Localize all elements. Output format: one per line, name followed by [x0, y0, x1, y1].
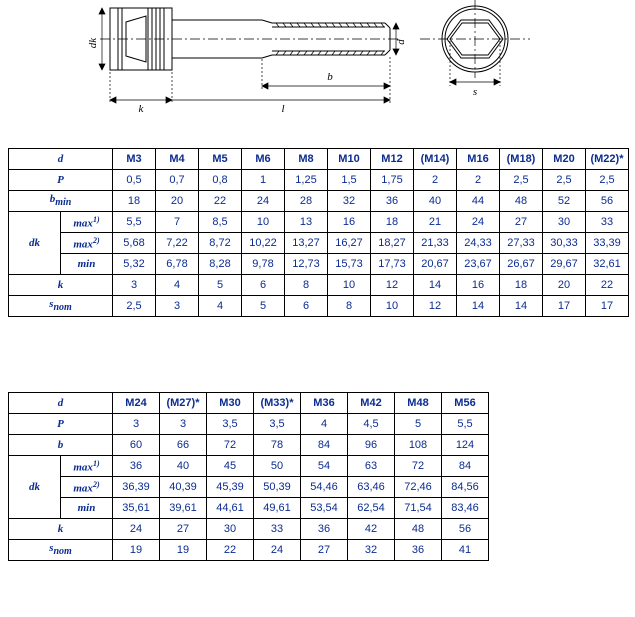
table2-size-header: (M27)* [160, 393, 207, 414]
table1-cell: 33,39 [586, 233, 629, 254]
table2-cell: 4 [301, 414, 348, 435]
table2-cell: 40 [160, 456, 207, 477]
table1-cell: 7 [156, 212, 199, 233]
table2-cell: 19 [160, 540, 207, 561]
table2-cell: 3,5 [254, 414, 301, 435]
table1-cell: 14 [500, 296, 543, 317]
table2-cell: 40,39 [160, 477, 207, 498]
table1-cell: 40 [414, 191, 457, 212]
table1-cell: 10,22 [242, 233, 285, 254]
table2-dk-row [9, 498, 489, 519]
table1-cell: 5,5 [113, 212, 156, 233]
table1-row [9, 275, 629, 296]
table2-row-label: snom [9, 540, 113, 561]
table2-cell: 36,39 [113, 477, 160, 498]
table1-cell: 44 [457, 191, 500, 212]
table1-cell: 8 [328, 296, 371, 317]
table1-cell: 23,67 [457, 254, 500, 275]
table2-cell: 44,61 [207, 498, 254, 519]
table2-cell: 84 [301, 435, 348, 456]
table1-cell: 32 [328, 191, 371, 212]
table1-cell: 30 [543, 212, 586, 233]
table1-cell: 27,33 [500, 233, 543, 254]
spec-table-1 [8, 148, 629, 317]
table2-cell: 36 [113, 456, 160, 477]
table1-row-label: bmin [9, 191, 113, 212]
table2-cell: 49,61 [254, 498, 301, 519]
table2-cell: 35,61 [113, 498, 160, 519]
table1-cell: 14 [457, 296, 500, 317]
table1-cell: 8,72 [199, 233, 242, 254]
table1-cell: 6 [285, 296, 328, 317]
table2-cell: 72 [395, 456, 442, 477]
table2-cell: 78 [254, 435, 301, 456]
table1-cell: 1 [242, 170, 285, 191]
table1-cell: 12,73 [285, 254, 328, 275]
table1-cell: 8 [285, 275, 328, 296]
table1-cell: 5 [199, 275, 242, 296]
table1-cell: 15,73 [328, 254, 371, 275]
table1-cell: 16 [328, 212, 371, 233]
spec-table-2-wrapper [8, 392, 489, 561]
table2-dk-row [9, 477, 489, 498]
table2-cell: 56 [442, 519, 489, 540]
table1-cell: 2,5 [113, 296, 156, 317]
table1-cell: 21,33 [414, 233, 457, 254]
table1-dk-sublabel: $\max^{2)}$ [61, 233, 113, 254]
table1-size-header: M6 [242, 149, 285, 170]
table2-cell: 54 [301, 456, 348, 477]
table1-cell: 20 [543, 275, 586, 296]
table2-header-label: d [9, 393, 113, 414]
table1-cell: 4 [199, 296, 242, 317]
table1-header-row [9, 149, 629, 170]
table1-cell: 14 [414, 275, 457, 296]
table2-cell: 4,5 [348, 414, 395, 435]
table1-cell: 5,32 [113, 254, 156, 275]
table1-dk-row [9, 254, 629, 275]
table2-row [9, 540, 489, 561]
table1-cell: 10 [371, 296, 414, 317]
dim-label-dk: dk [87, 37, 99, 49]
table2-row [9, 435, 489, 456]
table1-cell: 21 [414, 212, 457, 233]
table1-size-header: M12 [371, 149, 414, 170]
table2-cell: 36 [301, 519, 348, 540]
table1-row-label: snom [9, 296, 113, 317]
table1-dk-label: dk [9, 212, 61, 275]
table2-row [9, 519, 489, 540]
table1-cell: 8,28 [199, 254, 242, 275]
table1-cell: 16,27 [328, 233, 371, 254]
table1-dk-sublabel: min [61, 254, 113, 275]
table1-cell: 6,78 [156, 254, 199, 275]
table2-cell: 50 [254, 456, 301, 477]
table2-cell: 36 [395, 540, 442, 561]
table1-cell: 17 [586, 296, 629, 317]
table1-cell: 24 [457, 212, 500, 233]
table2-cell: 30 [207, 519, 254, 540]
table2-cell: 33 [254, 519, 301, 540]
table2-cell: 3,5 [207, 414, 254, 435]
table1-cell: 27 [500, 212, 543, 233]
table1-row-label: k [9, 275, 113, 296]
table1-cell: 29,67 [543, 254, 586, 275]
table2-dk-sublabel: $\max^{2)}$ [61, 477, 113, 498]
table2-cell: 27 [301, 540, 348, 561]
table2-cell: 60 [113, 435, 160, 456]
table1-size-header: M10 [328, 149, 371, 170]
table1-cell: 33 [586, 212, 629, 233]
table2-size-header: M42 [348, 393, 395, 414]
table1-cell: 8,5 [199, 212, 242, 233]
table2-cell: 19 [113, 540, 160, 561]
table1-dk-row [9, 212, 629, 233]
table1-size-header: (M14) [414, 149, 457, 170]
table1-size-header: M8 [285, 149, 328, 170]
dimension-lines [99, 8, 500, 104]
table1-cell: 32,61 [586, 254, 629, 275]
table2-cell: 72 [207, 435, 254, 456]
table2-cell: 24 [113, 519, 160, 540]
table2-cell: 45 [207, 456, 254, 477]
table1-dk-sublabel: $\max^{1)}$ [61, 212, 113, 233]
table1-cell: 9,78 [242, 254, 285, 275]
table1-dk-row [9, 233, 629, 254]
table2-cell: 50,39 [254, 477, 301, 498]
table1-cell: 24 [242, 191, 285, 212]
table2-size-header: M24 [113, 393, 160, 414]
table1-cell: 20,67 [414, 254, 457, 275]
table2-cell: 84 [442, 456, 489, 477]
table2-cell: 41 [442, 540, 489, 561]
table1-size-header: M5 [199, 149, 242, 170]
table1-cell: 56 [586, 191, 629, 212]
table1-cell: 0,5 [113, 170, 156, 191]
table2-cell: 22 [207, 540, 254, 561]
table1-header-label: d [9, 149, 113, 170]
table1-cell: 28 [285, 191, 328, 212]
table1-cell: 16 [457, 275, 500, 296]
table1-cell: 10 [328, 275, 371, 296]
table2-cell: 5 [395, 414, 442, 435]
table1-row [9, 296, 629, 317]
table2-cell: 66 [160, 435, 207, 456]
spec-table-2 [8, 392, 489, 561]
table1-row [9, 191, 629, 212]
table1-cell: 26,67 [500, 254, 543, 275]
table2-row-label: P [9, 414, 113, 435]
table2-cell: 84,56 [442, 477, 489, 498]
table1-cell: 2,5 [543, 170, 586, 191]
table1-cell: 12 [371, 275, 414, 296]
table1-cell: 1,5 [328, 170, 371, 191]
table2-cell: 63,46 [348, 477, 395, 498]
table2-size-header: (M33)* [254, 393, 301, 414]
table2-cell: 54,46 [301, 477, 348, 498]
table2-cell: 63 [348, 456, 395, 477]
table1-cell: 2,5 [500, 170, 543, 191]
table2-size-header: M36 [301, 393, 348, 414]
table1-cell: 10 [242, 212, 285, 233]
table1-cell: 52 [543, 191, 586, 212]
table1-cell: 5,68 [113, 233, 156, 254]
table2-cell: 71,54 [395, 498, 442, 519]
table1-size-header: (M18) [500, 149, 543, 170]
dim-label-k: k [138, 103, 144, 115]
table1-cell: 4 [156, 275, 199, 296]
table2-size-header: M48 [395, 393, 442, 414]
table1-cell: 2,5 [586, 170, 629, 191]
table2-dk-sublabel: min [61, 498, 113, 519]
table2-size-header: M56 [442, 393, 489, 414]
table2-cell: 45,39 [207, 477, 254, 498]
table2-cell: 124 [442, 435, 489, 456]
table2-cell: 42 [348, 519, 395, 540]
table1-row-label: P [9, 170, 113, 191]
dim-label-d: d [395, 39, 407, 45]
table1-cell: 18 [500, 275, 543, 296]
table1-size-header: M16 [457, 149, 500, 170]
table2-cell: 62,54 [348, 498, 395, 519]
table2-cell: 53,54 [301, 498, 348, 519]
table2-cell: 83,46 [442, 498, 489, 519]
table2-cell: 48 [395, 519, 442, 540]
table2-cell: 32 [348, 540, 395, 561]
table1-cell: 7,22 [156, 233, 199, 254]
table1-cell: 1,25 [285, 170, 328, 191]
table1-cell: 2 [457, 170, 500, 191]
table1-cell: 6 [242, 275, 285, 296]
table1-size-header: (M22)* [586, 149, 629, 170]
table2-cell: 3 [160, 414, 207, 435]
table1-cell: 30,33 [543, 233, 586, 254]
socket-head-screw-drawing [0, 0, 635, 140]
table1-size-header: M4 [156, 149, 199, 170]
table1-cell: 5 [242, 296, 285, 317]
dim-label-s: s [472, 86, 478, 98]
table2-size-header: M30 [207, 393, 254, 414]
dim-label-b: b [327, 71, 333, 83]
table2-cell: 5,5 [442, 414, 489, 435]
table2-dk-row [9, 456, 489, 477]
table2-row-label: b [9, 435, 113, 456]
table1-cell: 2 [414, 170, 457, 191]
table1-size-header: M3 [113, 149, 156, 170]
table1-cell: 17,73 [371, 254, 414, 275]
table2-cell: 24 [254, 540, 301, 561]
table2-header-row [9, 393, 489, 414]
table1-cell: 12 [414, 296, 457, 317]
table1-cell: 0,8 [199, 170, 242, 191]
table2-cell: 27 [160, 519, 207, 540]
table2-row-label: k [9, 519, 113, 540]
table1-cell: 13 [285, 212, 328, 233]
table1-cell: 22 [199, 191, 242, 212]
dim-label-l: l [281, 103, 285, 115]
table1-cell: 18,27 [371, 233, 414, 254]
table1-cell: 48 [500, 191, 543, 212]
table1-cell: 20 [156, 191, 199, 212]
table1-cell: 18 [113, 191, 156, 212]
table1-cell: 18 [371, 212, 414, 233]
table1-cell: 3 [113, 275, 156, 296]
table1-cell: 22 [586, 275, 629, 296]
table2-cell: 96 [348, 435, 395, 456]
table1-cell: 1,75 [371, 170, 414, 191]
table1-row [9, 170, 629, 191]
drawing-svg [0, 0, 635, 140]
table1-cell: 36 [371, 191, 414, 212]
table2-dk-label: dk [9, 456, 61, 519]
table2-cell: 39,61 [160, 498, 207, 519]
table2-cell: 108 [395, 435, 442, 456]
spec-table-1-wrapper [8, 148, 629, 317]
table2-dk-sublabel: $\max^{1)}$ [61, 456, 113, 477]
table1-cell: 13,27 [285, 233, 328, 254]
table2-cell: 3 [113, 414, 160, 435]
table1-size-header: M20 [543, 149, 586, 170]
table1-cell: 3 [156, 296, 199, 317]
table2-row [9, 414, 489, 435]
table1-cell: 0,7 [156, 170, 199, 191]
table1-cell: 17 [543, 296, 586, 317]
table2-cell: 72,46 [395, 477, 442, 498]
table1-cell: 24,33 [457, 233, 500, 254]
